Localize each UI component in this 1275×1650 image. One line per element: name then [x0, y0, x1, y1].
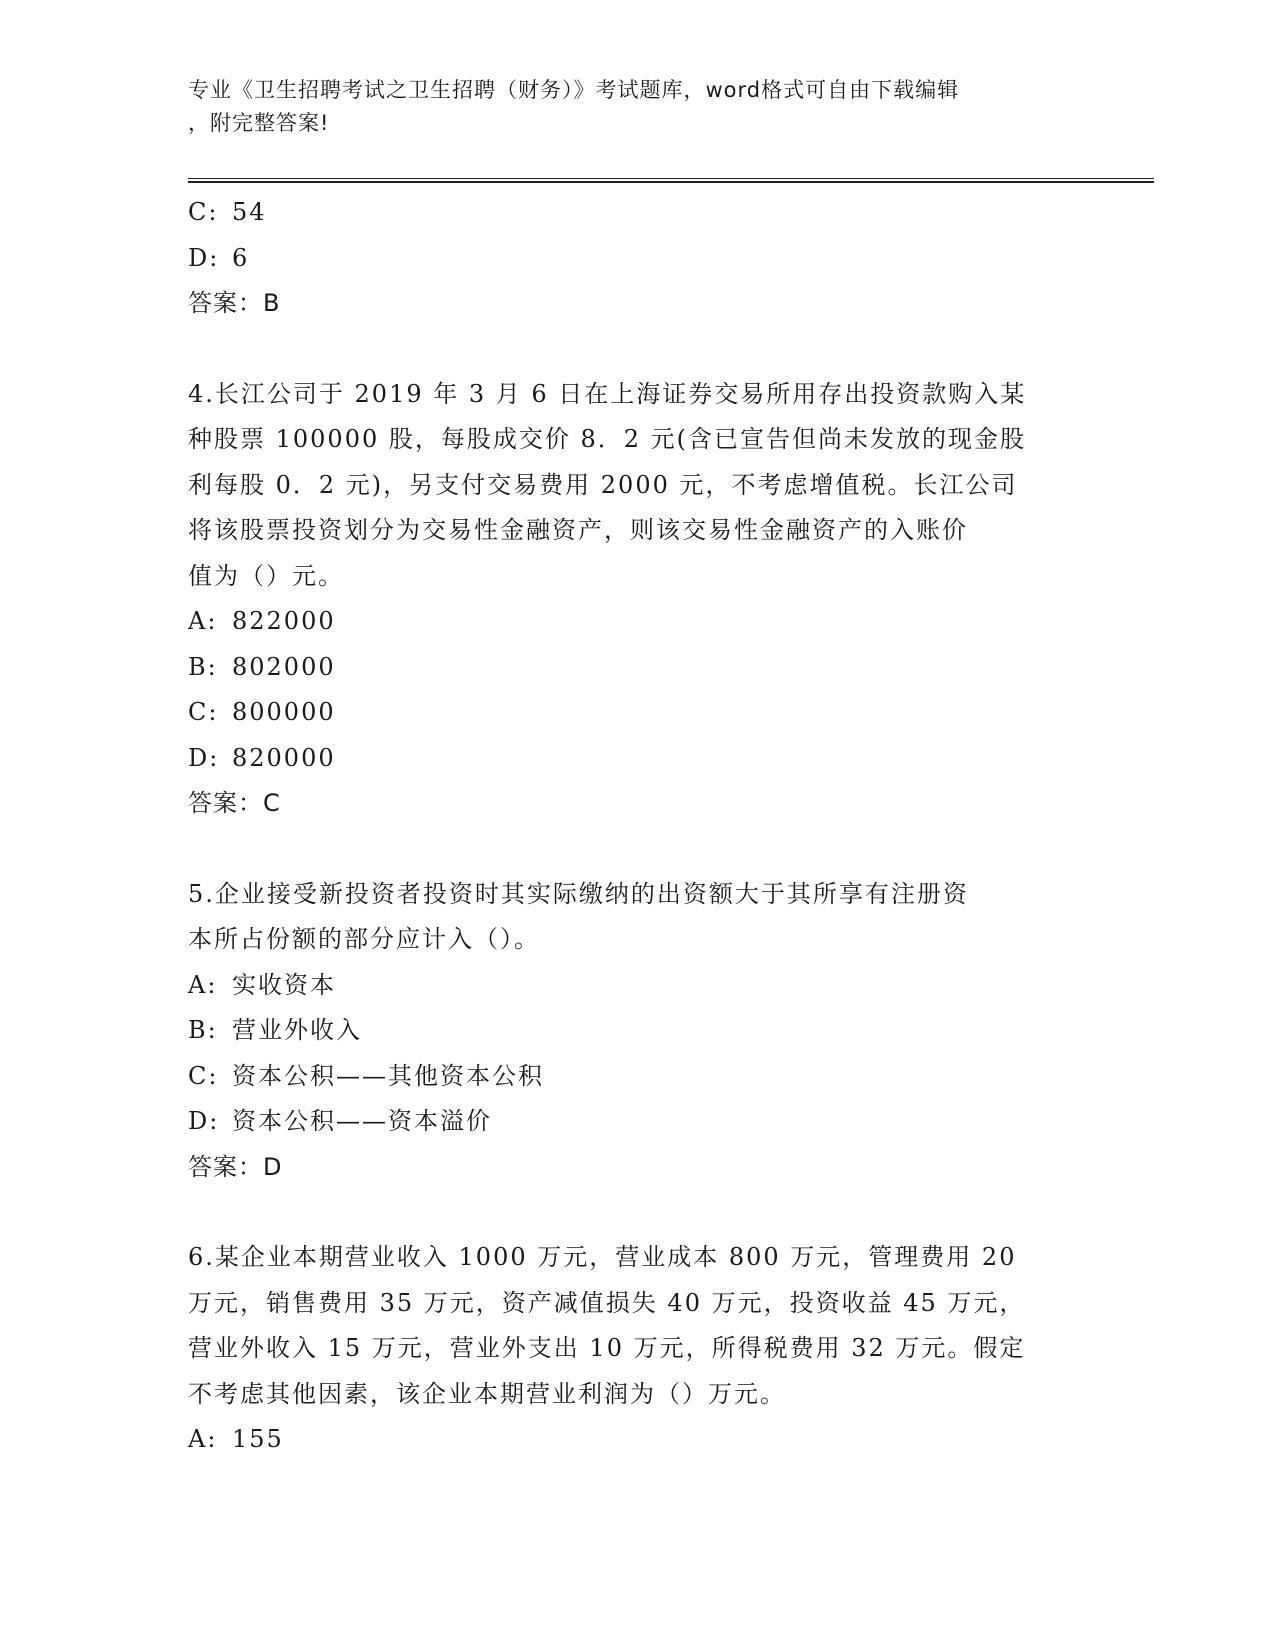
question-content	[188, 190, 1088, 1463]
document-header	[188, 74, 1068, 140]
option-c	[188, 690, 1088, 736]
header-line-2: ，附完整答案!	[188, 111, 330, 135]
question-text-line: 6.某企业本期营业收入 1000 万元，营业成本 800 万元，管理费用 20	[188, 1243, 1017, 1271]
option-a	[188, 1417, 1088, 1463]
option-text: 资本公积——资本溢价	[232, 1107, 492, 1135]
answer-line: 答案：C	[188, 789, 281, 817]
option-b	[188, 1008, 1088, 1054]
option-label: C:	[188, 698, 219, 726]
option-d	[188, 236, 1088, 282]
option-c	[188, 190, 1088, 236]
question-text-line: 4.长江公司于 2019 年 3 月 6 日在上海证券交易所用存出投资款购入某	[188, 379, 1027, 408]
question-text-line: 本所占份额的部分应计入（）。	[188, 925, 540, 953]
option-label: B:	[188, 1016, 218, 1044]
option-text: 800000	[232, 698, 336, 726]
question-6	[188, 1235, 1088, 1463]
question-5	[188, 872, 1088, 1191]
question-4	[188, 372, 1088, 827]
option-label: A:	[188, 970, 218, 999]
option-label: D:	[188, 243, 220, 272]
option-d	[188, 1099, 1088, 1145]
spacer	[188, 1190, 1088, 1235]
question-text-line: 万元，销售费用 35 万元，资产减值损失 40 万元，投资收益 45 万元，	[188, 1288, 1026, 1317]
question-text-line: 5.企业接受新投资者投资时其实际缴纳的出资额大于其所享有注册资	[188, 879, 969, 908]
option-text: 资本公积——其他资本公积	[232, 1061, 544, 1090]
option-label: C:	[188, 198, 219, 226]
option-text: 822000	[232, 607, 336, 635]
question-text-line: 营业外收入 15 万元，营业外支出 10 万元，所得税费用 32 万元。假定	[188, 1334, 1026, 1362]
header-divider	[188, 178, 1154, 183]
option-label: A:	[188, 1425, 218, 1453]
question-text-line: 不考虑其他因素，该企业本期营业利润为（）万元。	[188, 1379, 786, 1408]
option-text: 802000	[232, 652, 336, 681]
option-text: 54	[232, 198, 267, 226]
question-text-line: 将该股票投资划分为交易性金融资产，则该交易性金融资产的入账价	[188, 516, 968, 544]
option-a	[188, 963, 1088, 1009]
option-text: 820000	[232, 743, 336, 772]
question-text-line: 利每股 0．2 元)，另支付交易费用 2000 元，不考虑增值税。长江公司	[188, 470, 1018, 499]
question-text-line: 种股票 100000 股，每股成交价 8．2 元(含已宣告但尚未发放的现金股	[188, 425, 1027, 453]
answer-line: 答案：D	[188, 1152, 283, 1181]
spacer	[188, 327, 1088, 372]
spacer	[188, 827, 1088, 872]
option-text: 实收资本	[232, 970, 336, 999]
question-text-line: 值为（）元。	[188, 561, 344, 590]
option-label: D:	[188, 743, 220, 772]
option-label: B:	[188, 652, 218, 681]
option-c	[188, 1054, 1088, 1100]
option-d	[188, 736, 1088, 782]
header-line-1: 专业《卫生招聘考试之卫生招聘（财务）》考试题库，word格式可自由下载编辑	[188, 78, 960, 102]
option-a	[188, 599, 1088, 645]
option-b	[188, 645, 1088, 691]
option-label: A:	[188, 607, 218, 635]
option-text: 155	[232, 1425, 284, 1453]
option-label: D:	[188, 1107, 220, 1135]
prev-question	[188, 190, 1088, 327]
option-text: 6	[232, 243, 250, 272]
option-label: C:	[188, 1061, 219, 1090]
answer-line: 答案：B	[188, 289, 281, 317]
option-text: 营业外收入	[232, 1016, 362, 1044]
